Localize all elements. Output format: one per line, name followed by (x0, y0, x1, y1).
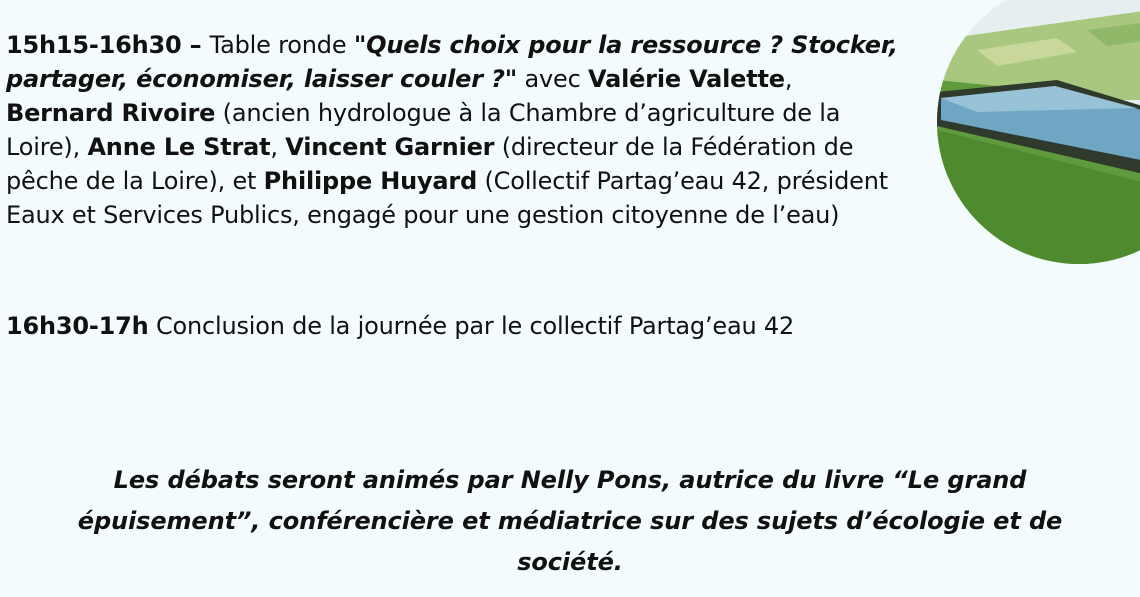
speaker-role: (ancien hydrologue à la Chambre d’agriculture de la Loire), (6, 99, 841, 161)
avec-text: avec (517, 65, 589, 93)
separator: , (270, 133, 286, 161)
reservoir-aerial-image (937, 0, 1140, 264)
session-time: 16h30-17h (6, 312, 149, 340)
speaker-role: (Collectif Partag’eau 42, président Eaux et Services Publics, engagé pour une gestion citoyenne de l’eau) (6, 167, 888, 229)
moderator-note: Les débats seront animés par Nelly Pons, autrice du livre “Le grand épuisement”, conférencière et médiatrice sur des sujets d’écologie et de société. (77, 466, 1063, 576)
roundtable-title: "Quels choix pour la ressource ? Stocker, partager, économiser, laisser couler ?" (6, 31, 898, 93)
session-conclusion (6, 309, 906, 343)
speaker-garnier: Vincent Garnier (285, 133, 495, 161)
session-time: 15h15-16h30 (6, 31, 182, 59)
speaker-le-strat: Anne Le Strat (87, 133, 271, 161)
separator: , (784, 65, 793, 93)
speaker-role: (directeur de la Fédération de pêche de la Loire), et (6, 133, 854, 195)
speaker-rivoire: Bernard Rivoire (6, 99, 216, 127)
speaker-valette: Valérie Valette (588, 65, 785, 93)
speaker-huyard: Philippe Huyard (263, 167, 478, 195)
reservoir-photo (937, 0, 1140, 264)
session-description: Conclusion de la journée par le collectif Partag’eau 42 (148, 312, 795, 340)
session-roundtable (6, 28, 906, 232)
time-dash: – (181, 31, 210, 59)
session-type: Table ronde (209, 31, 354, 59)
